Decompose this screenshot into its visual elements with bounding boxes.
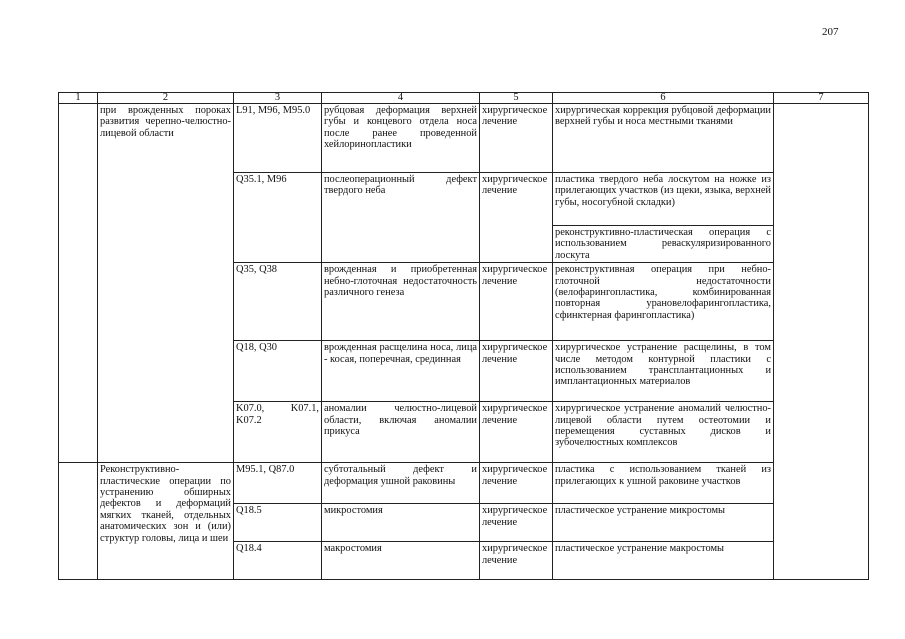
treatment-method-cell: пластическое устранение макростомы (553, 542, 774, 580)
header-cell-1: 1 (59, 93, 98, 104)
patient-model-cell: врожденная расщелина носа, лица - косая, поперечная, срединная (322, 341, 480, 402)
treatment-type-cell: хирургическое лечение (480, 463, 553, 504)
icd-codes-cell: Q35, Q38 (234, 263, 322, 341)
treatment-method-cell: хирургическое устранение аномалий челюстно-лицевой области путем остеотомии и перемещения суставных дисков и зубочелюстных комплексов (553, 402, 774, 463)
page-number: 207 (822, 26, 839, 38)
icd-codes-cell: Q35.1, M96 (234, 173, 322, 263)
treatment-method-cell: пластическое устранение микростомы (553, 504, 774, 542)
medical-procedures-table (58, 92, 869, 580)
number-cell (59, 463, 98, 580)
number-cell (59, 104, 98, 463)
treatment-type-cell: хирургическое лечение (480, 173, 553, 263)
treatment-type-cell: хирургическое лечение (480, 542, 553, 580)
icd-codes-cell: L91, M96, M95.0 (234, 104, 322, 173)
patient-model-cell: субтотальный дефект и деформация ушной раковины (322, 463, 480, 504)
header-cell-2: 2 (98, 93, 234, 104)
table-row (59, 104, 869, 173)
patient-model-cell: аномалии челюстно-лицевой области, включая аномалии прикуса (322, 402, 480, 463)
header-cell-4: 4 (322, 93, 480, 104)
procedure-group-cell: при врожденных пороках развития черепно-челюстно-лицевой области (98, 104, 234, 463)
treatment-method-cell: реконструктивно-пластическая операция с использованием реваскуляризированного лоскута (553, 226, 774, 263)
treatment-method-cell: пластика твердого неба лоскутом на ножке из прилегающих участков (из щеки, языка, верхней губы, носогубной складки) (553, 173, 774, 226)
treatment-type-cell: хирургическое лечение (480, 402, 553, 463)
icd-codes-cell: Q18.4 (234, 542, 322, 580)
icd-codes-cell: M95.1, Q87.0 (234, 463, 322, 504)
header-row (59, 93, 869, 104)
header-cell-6: 6 (553, 93, 774, 104)
treatment-type-cell: хирургическое лечение (480, 263, 553, 341)
treatment-type-cell: хирургическое лечение (480, 104, 553, 173)
patient-model-cell: врожденная и приобретенная небно-глоточная недостаточность различного генеза (322, 263, 480, 341)
treatment-method-cell: реконструктивная операция при небно-глоточной недостаточности (велофарингопластика, комбинированная повторная урановелофарингопластика, сфинктерная фарингопластика) (553, 263, 774, 341)
cost-cell (774, 104, 869, 580)
patient-model-cell: рубцовая деформация верхней губы и концевого отдела носа после ранее проведенной хейлоринопластики (322, 104, 480, 173)
icd-codes-cell: Q18.5 (234, 504, 322, 542)
patient-model-cell: микростомия (322, 504, 480, 542)
header-cell-7: 7 (774, 93, 869, 104)
treatment-method-cell: хирургическое устранение расщелины, в том числе методом контурной пластики с использованием трансплантационных и имплантационных материалов (553, 341, 774, 402)
patient-model-cell: послеоперационный дефект твердого неба (322, 173, 480, 263)
table-row (59, 463, 869, 504)
icd-codes-cell: K07.0, K07.1, K07.2 (234, 402, 322, 463)
treatment-method-cell: хирургическая коррекция рубцовой деформации верхней губы и носа местными тканями (553, 104, 774, 173)
treatment-method-cell: пластика с использованием тканей из прилегающих к ушной раковине участков (553, 463, 774, 504)
icd-codes-cell: Q18, Q30 (234, 341, 322, 402)
procedure-group-cell: Реконструктивно-пластические операции по устранению обширных дефектов и деформаций мягких тканей, отдельных анатомических зон и (или) структур головы, лица и шеи (98, 463, 234, 580)
header-cell-5: 5 (480, 93, 553, 104)
header-cell-3: 3 (234, 93, 322, 104)
treatment-type-cell: хирургическое лечение (480, 504, 553, 542)
patient-model-cell: макростомия (322, 542, 480, 580)
treatment-type-cell: хирургическое лечение (480, 341, 553, 402)
